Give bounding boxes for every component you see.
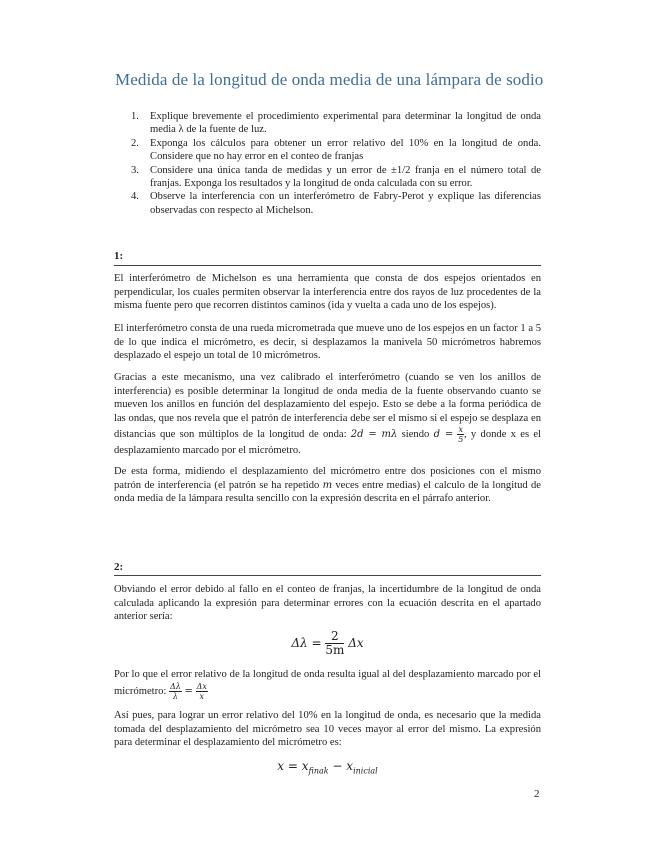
fraction-denominator: λ [172,691,178,701]
fraction-dx-over-x [196,682,208,701]
paragraph-3-siendo: siendo [401,429,430,441]
page-number: 2 [534,788,540,800]
equation-x-lhs: x = x [277,759,309,773]
task-number: 3. [131,164,139,176]
equation-2d-m-lambda: 2d = mλ [350,429,398,441]
equals-sign: = [184,685,193,697]
subscript-final: finak [308,766,329,776]
task-list [131,110,541,217]
fraction-denominator: 5m [325,643,345,657]
section-1-paragraph-3 [114,371,541,458]
section-2-paragraph-1: Obviando el error debido al fallo en el conteo de franjas, la incertidumbre de la longitud de onda calculada aplicando la expresión para determinar errores con la ecuación descrita en el apartado anterior sería: [114,584,541,623]
fraction-numerator: x [458,425,463,435]
equation-lhs: Δλ = [291,636,322,650]
task-text: Exponga los cálculos para obtener un error relativo del 10% en la longitud de onda. Considere que no hay error en el conteo de franjas [150,137,541,163]
equation-x-displacement [114,759,541,775]
fraction-numerator: Δλ [170,681,181,691]
section-1-divider [114,265,541,266]
equation-minus: − x [328,759,354,773]
paragraph-3-tail: , y [464,429,477,441]
task-item [131,137,541,164]
fraction-denominator: x [199,691,204,701]
paragraph-4-text: De esta forma, midiendo el desplazamiento del micrómetro entre dos posiciones con el mismo patrón de interferencia (el patrón se ha repetido [114,466,541,491]
task-item [131,190,541,217]
paragraph-4-end: veces entre medias) el calculo de la longitud de onda media de la lámpara resulta sencillo con la expresión descrita en el párrafo anterior. [114,479,541,505]
subscript-inicial: inicial [353,766,378,776]
task-number: 1. [131,111,139,122]
section-1-paragraph-4 [114,465,541,506]
section-2-label: 2: [114,561,124,573]
task-text: Considere una única tanda de medidas y un error de ±1/2 franja en el número total de franjas. Exponga los resultados y la longitud de onda calculada con su error. [150,164,541,190]
task-text: Observe la interferencia con un interferómetro de Fabry-Perot y explique las diferencias observadas con respecto al Michelson. [150,191,541,216]
fraction-numerator: 2 [325,630,344,644]
fraction-numerator: Δx [196,681,207,691]
variable-m: m [322,479,333,491]
task-text: Explique brevemente el procedimiento experimental para determinar la longitud de onda media λ de la fuente de luz. [150,111,541,136]
task-item [131,164,541,191]
section-1-paragraph-1: El interferómetro de Michelson es una herramienta que consta de dos espejos orientados en perpendicular, los cuales permiten observar la interferencia entre dos rayos de luz procedentes de la misma fuente pero que recorren distintos caminos (ida y vuelta a cada uno de los espejos). [114,273,541,312]
paragraph-3-text: Gracias a este mecanismo, una vez calibrado el interferómetro (cuando se ven los anillos de interferencia) es posible determinar la longitud de onda media de la fuente observando cuanto se mueven los anillos en función del desplazamiento del espejo. Esto se debe a la forma periódica de las ondas, que nos revela que el patrón de interferencia debe ser el mismo si el espejo se desplaza en distancias que son múltiplos de la longitud de onda: [114,372,541,441]
fraction-dlambda-over-lambda [169,682,182,701]
section-2-divider [114,575,541,576]
paragraph-3-end: donde x es el desplazamiento marcado por el micrómetro. [114,429,541,457]
task-number: 4. [131,191,139,203]
task-item [131,110,541,137]
equation-rhs: Δx [348,636,364,650]
fraction-denominator: 5 [458,435,464,445]
fraction-2-over-5m [325,630,344,657]
section-1-label: 1: [114,250,124,262]
paragraph-2-text: Por lo que el error relativo de la longitud de onda resulta igual al del desplazamiento marcado por el micrómetro: [114,669,541,697]
document-title: Medida de la longitud de onda media de una lámpara de sodio [115,70,544,89]
equation-delta-lambda [114,630,541,657]
equation-d: d = [433,429,454,441]
task-number: 2. [131,137,139,149]
section-2-paragraph-3: Así pues, para lograr un error relativo del 10% en la longitud de onda, es necesario que la medida tomada del desplazamiento del micrómetro sea 10 veces mayor al error del mismo. La expresión para determinar el desplazamiento del micrómetro es: [114,710,541,749]
section-2-paragraph-2 [114,668,541,701]
section-1-paragraph-2: El interferómetro consta de una rueda micrometrada que mueve uno de los espejos en un factor 1 a 5 de lo que indica el micrómetro, es decir, si desplazamos la manivela 50 micrómetros habremos desplazado el espejo un total de 10 micrómetros. [114,323,541,362]
